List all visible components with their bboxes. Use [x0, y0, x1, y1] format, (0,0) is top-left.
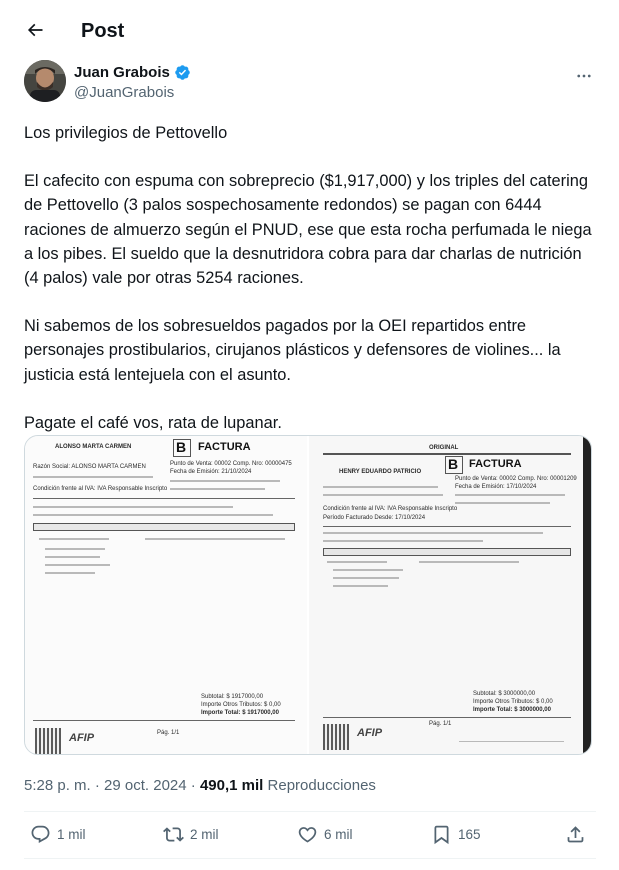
tweet-paragraph: Ni sabemos de los sobresueldos pagados por la OEI repartidos entre personajes prostibularios, cirujanos plásticos y defensores de violines... la justicia está lentejuela con el asunto. [24, 317, 561, 384]
invoice-right-name: HENRY EDUARDO PATRICIO [339, 469, 422, 475]
invoice-left-field: Punto de Venta: 00002 Comp. Nro: 00000475 [170, 461, 292, 467]
share-icon [565, 824, 586, 845]
invoice-right-total: Subtotal: $ 3000000,00 [473, 691, 536, 697]
invoice-left-total: Subtotal: $ 1917000,00 [201, 694, 264, 700]
invoice-left-name: ALONSO MARTA CARMEN [55, 444, 132, 450]
invoice-right-field: Punto de Venta: 00002 Comp. Nro: 00001209 [455, 476, 577, 482]
author-name[interactable] [74, 64, 191, 81]
repost-button[interactable] [163, 822, 219, 846]
tweet-paragraph: El cafecito con espuma con sobreprecio ($1,917,000) y los triples del catering de Pettovello (3 palos sospechosamente redondos) se pagan con 6444 raciones de almuerzo según el PNUD, ese que esta rocha perfumada le niega a los pibes. El sueldo que la desnutridora cobra para dar charlas de nutrición (4 palos) vale por otras 5254 raciones. [24, 172, 592, 288]
invoice-left-total: Importe Total: $ 1917000,00 [201, 710, 279, 716]
invoice-right-header: ORIGINAL [429, 445, 459, 451]
reply-button[interactable] [30, 822, 86, 846]
invoice-left-field: Condición frente al IVA: IVA Responsable Inscripto [33, 486, 168, 492]
repost-count: 2 mil [190, 826, 219, 842]
invoice-right-field: Período Facturado Desde: 17/10/2024 [323, 515, 426, 521]
post-date[interactable]: 29 oct. 2024 [104, 777, 187, 794]
page-title: Post [81, 20, 125, 42]
invoice-left-page: Pág. 1/1 [157, 730, 180, 736]
author-handle[interactable]: @JuanGrabois [74, 84, 175, 101]
invoice-left-type: FACTURA [198, 441, 251, 453]
invoice-image-right[interactable] [307, 436, 591, 754]
avatar[interactable] [24, 60, 66, 102]
more-horizontal-icon [575, 67, 593, 85]
invoice-image-left[interactable] [25, 436, 307, 754]
top-bar [0, 0, 619, 53]
invoice-left-field: Fecha de Emisión: 21/10/2024 [170, 469, 252, 475]
back-button[interactable] [24, 19, 46, 41]
invoice-right-letter: B [448, 456, 459, 472]
invoice-right-qr [323, 724, 349, 750]
invoice-left-field: Razón Social: ALONSO MARTA CARMEN [33, 464, 146, 470]
tweet-media [24, 435, 592, 755]
invoice-left-qr [35, 728, 61, 754]
author-block [24, 60, 596, 104]
invoice-right-total: Importe Total: $ 3000000,00 [473, 707, 551, 713]
invoice-right-field: Condición frente al IVA: IVA Responsable Inscripto [323, 506, 458, 512]
like-count: 6 mil [324, 826, 353, 842]
views-count: 490,1 mil [199, 777, 264, 794]
post-meta: 5:28 p. m. · 29 oct. 2024 · 490,1 mil Reproducciones [24, 777, 376, 794]
post-time[interactable]: 5:28 p. m. [24, 777, 91, 794]
divider [24, 858, 596, 859]
bookmark-count: 165 [458, 826, 481, 842]
invoice-left-letter: B [176, 439, 187, 455]
reply-count: 1 mil [57, 826, 86, 842]
afip-logo-right: AFIP [357, 727, 383, 739]
bookmark-icon [431, 824, 452, 845]
bookmark-button[interactable] [431, 822, 481, 846]
invoice-left-total: Importe Otros Tributos: $ 0,00 [201, 702, 281, 708]
arrow-left-icon [25, 20, 45, 40]
afip-logo-left: AFIP [69, 732, 95, 744]
author-name-text: Juan Grabois [74, 64, 170, 81]
tweet-text [24, 121, 596, 435]
views-label: Reproducciones [267, 777, 376, 794]
like-button[interactable] [297, 822, 353, 846]
more-options-button[interactable] [572, 66, 596, 86]
tweet-paragraph: Pagate el café vos, rata de lupanar. [24, 413, 282, 432]
heart-icon [297, 824, 318, 845]
action-bar [0, 812, 619, 858]
invoice-right-total: Importe Otros Tributos: $ 0,00 [473, 699, 553, 705]
verified-badge-icon [174, 64, 191, 81]
reply-icon [30, 824, 51, 845]
repost-icon [163, 824, 184, 845]
invoice-right-type: FACTURA [469, 458, 522, 470]
invoice-right-page: Pág. 1/1 [429, 721, 452, 727]
share-button[interactable] [565, 822, 586, 846]
invoice-right-field: Fecha de Emisión: 17/10/2024 [455, 484, 537, 490]
tweet-paragraph: Los privilegios de Pettovello [24, 124, 228, 142]
